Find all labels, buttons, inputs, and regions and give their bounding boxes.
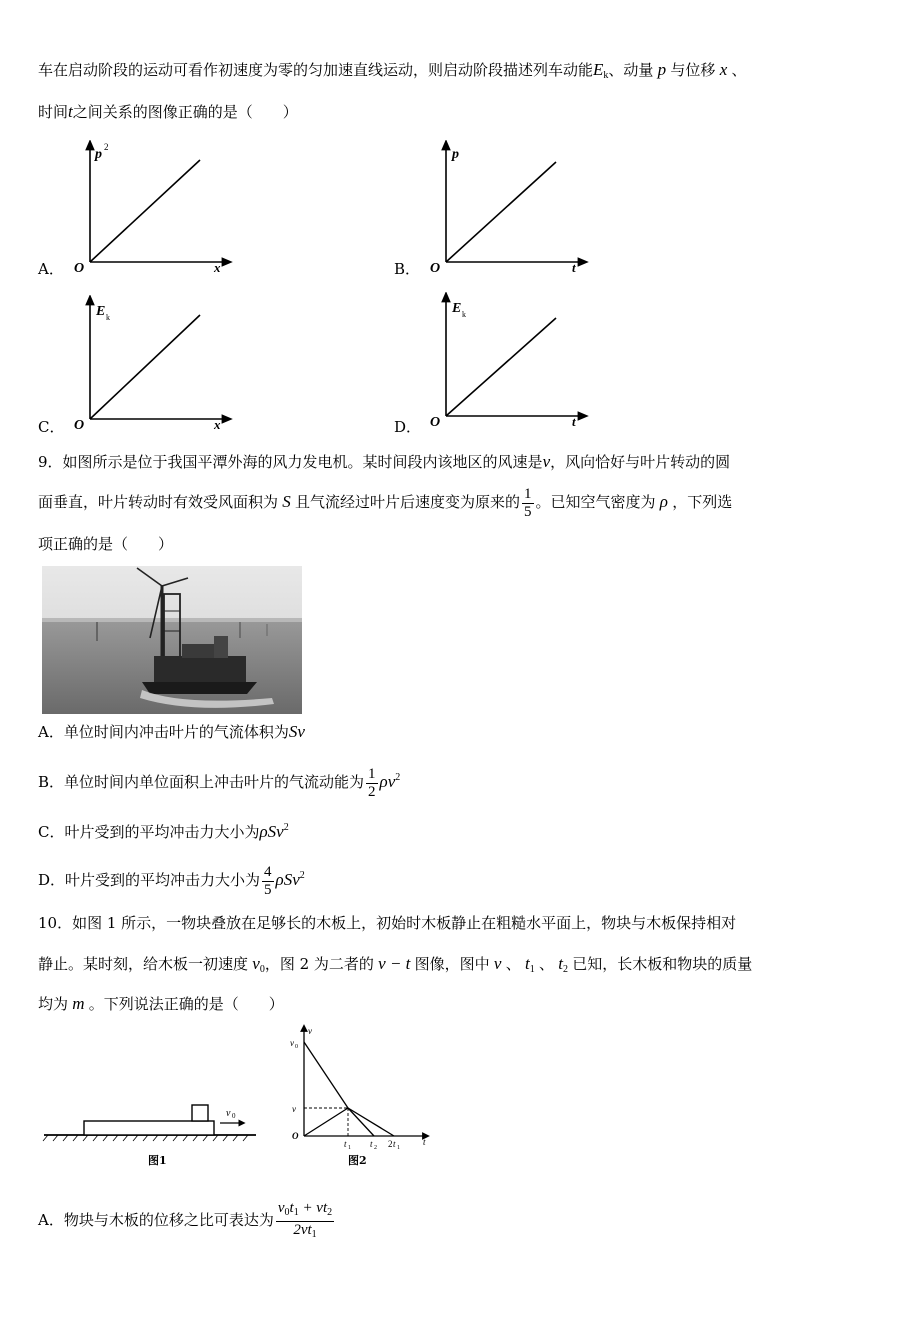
q10-text-2d: 、 xyxy=(505,955,521,973)
q9-text-1: 9．如图所示是位于我国平潭外海的风力发电机。某时间段内该地区的风速是 xyxy=(38,453,543,471)
svg-text:O: O xyxy=(430,261,441,275)
figure-2-vt-graph xyxy=(286,1024,436,1154)
block xyxy=(192,1105,208,1121)
svg-text:O: O xyxy=(292,1131,299,1141)
svg-text:p: p xyxy=(95,147,102,162)
q9-text-2c: 。已知空气密度为 xyxy=(535,493,656,511)
graph-a xyxy=(70,140,240,275)
q10-text-3b: 。下列说法正确的是（ ） xyxy=(88,995,284,1013)
q10-text-3a: 均为 xyxy=(38,995,69,1013)
wind-turbine-photo xyxy=(42,566,302,714)
option-d-label: D． xyxy=(394,418,422,436)
q9-text-2b: 且气流经过叶片后速度变为原来的 xyxy=(295,493,521,511)
svg-text:0: 0 xyxy=(295,1044,298,1050)
svg-text:k: k xyxy=(106,313,110,322)
q8-text-1d: 、 xyxy=(731,61,747,79)
option-c-label: C． xyxy=(38,418,65,436)
svg-text:x: x xyxy=(214,260,221,275)
option-a-label: A． xyxy=(38,260,64,278)
q9-option-d-text: D．叶片受到的平均冲击力大小为 xyxy=(38,871,261,889)
board xyxy=(84,1121,214,1135)
svg-text:1: 1 xyxy=(397,1145,400,1151)
q9-line-2: 面垂直，叶片转动时有效受风面积为 S 且气流经过叶片后速度变为原来的 $\frac{1}{5}$ 。已知空气密度为 ρ ，下列选 xyxy=(38,485,733,520)
q8-text-2b: 之间关系的图像正确的是（ ） xyxy=(72,103,298,121)
q9-text-2d: ，下列选 xyxy=(672,493,733,511)
q9-text-2a: 面垂直，叶片转动时有效受风面积为 xyxy=(38,493,279,511)
option-b-label: B． xyxy=(394,260,421,278)
q8-line-2 xyxy=(38,102,298,122)
svg-text:1: 1 xyxy=(348,1145,351,1151)
svg-text:2: 2 xyxy=(104,142,109,152)
origin-label-a: O xyxy=(74,261,85,275)
svg-text:2: 2 xyxy=(388,1139,393,1149)
svg-text:t: t xyxy=(572,414,576,427)
q9-text-1b: ，风向恰好与叶片转动的圆 xyxy=(550,453,731,471)
svg-text:t: t xyxy=(572,260,576,275)
svg-text:0: 0 xyxy=(232,1112,236,1120)
q8-text-2a: 时间 xyxy=(38,103,69,121)
svg-text:v: v xyxy=(292,1104,296,1114)
q10-text-2c: 图像，图中 xyxy=(414,955,490,973)
svg-text:t: t xyxy=(423,1137,426,1147)
fraction-one-fifth: $\frac{1}{5}$ xyxy=(524,485,532,520)
q9-option-d: D．叶片受到的平均冲击力大小为 $\frac{4}{5}$ ρSv$^2$ xyxy=(38,863,305,898)
q10-text-2e: 、 xyxy=(538,955,554,973)
x-symbol: x xyxy=(715,60,732,79)
svg-text:O: O xyxy=(74,418,85,430)
svg-text:v: v xyxy=(308,1026,312,1036)
q10-option-a-text: A．物块与木板的位移之比可表达为 xyxy=(38,1211,274,1229)
t-symbol: t xyxy=(68,102,73,121)
q9-option-a-text: A．单位时间内冲击叶片的气流体积为 xyxy=(38,723,289,741)
figure-2-caption: 图2 xyxy=(348,1154,367,1167)
q9-option-c-text: C．叶片受到的平均冲击力大小为 xyxy=(38,823,260,841)
figure-1-caption: 图1 xyxy=(148,1154,167,1167)
q8-line-1 xyxy=(38,60,747,86)
svg-text:E: E xyxy=(452,301,462,316)
svg-text:E: E xyxy=(96,304,106,319)
q10-line-1: 10．如图 1 所示，一物块叠放在足够长的木板上，初始时木板静止在粗糙水平面上，物块与木板保持相对 xyxy=(38,914,737,932)
q8-text-1c: 与位移 xyxy=(670,61,716,79)
svg-text:v: v xyxy=(226,1108,231,1119)
svg-text:t: t xyxy=(370,1139,373,1149)
q9-line-1: 9．如图所示是位于我国平潭外海的风力发电机。某时间段内该地区的风速是v，风向恰好与叶片转动的圆 xyxy=(38,452,731,471)
q8-text-1: 车在启动阶段的运动可看作初速度为零的匀加速直线运动，则启动阶段描述列车动能 xyxy=(38,61,594,79)
svg-text:v: v xyxy=(290,1038,294,1048)
q10-option-a: A．物块与木板的位移之比可表达为 $\frac{v_0t_1 + vt_2}{2vt_1}$ xyxy=(38,1199,333,1240)
q9-line-3: 项正确的是（ ） xyxy=(38,535,174,553)
svg-text:t: t xyxy=(344,1139,347,1149)
ek-symbol: $E_k$ xyxy=(593,60,609,81)
q10-text-2a: 静止。某时刻，给木板一初速度 xyxy=(38,955,249,973)
q10-text-2f: 已知，长木板和物块的质量 xyxy=(572,955,753,973)
graph-d xyxy=(426,292,596,427)
svg-text:t: t xyxy=(393,1139,396,1149)
q9-option-c: C．叶片受到的平均冲击力大小为ρSv$^2$ xyxy=(38,822,289,841)
graph-b xyxy=(426,140,596,275)
p-symbol: p xyxy=(653,60,671,79)
svg-text:O: O xyxy=(430,415,441,427)
q8-text-1b: 、动量 xyxy=(608,61,654,79)
q9-option-a: A．单位时间内冲击叶片的气流体积为Sv xyxy=(38,722,305,741)
graph-c xyxy=(70,295,240,430)
q10-line-2: 静止。某时刻，给木板一初速度 $v_0$，图 2 为二者的 v − t 图像，图中 v 、 $t_1$ 、 $t_2$ 已知，长木板和物块的质量 xyxy=(38,954,753,975)
q10-text-2b: ，图 2 为二者的 xyxy=(264,955,374,973)
q9-option-b: B．单位时间内单位面积上冲击叶片的气流动能为 $\frac{1}{2}$ $\rho v^2$ xyxy=(38,765,401,800)
q9-option-b-text: B．单位时间内单位面积上冲击叶片的气流动能为 xyxy=(38,773,365,791)
svg-text:k: k xyxy=(462,310,466,319)
q10-line-3: 均为 m 。下列说法正确的是（ ） xyxy=(38,994,284,1013)
svg-text:p: p xyxy=(452,147,459,162)
svg-text:2: 2 xyxy=(374,1145,377,1151)
svg-text:x: x xyxy=(214,417,221,430)
